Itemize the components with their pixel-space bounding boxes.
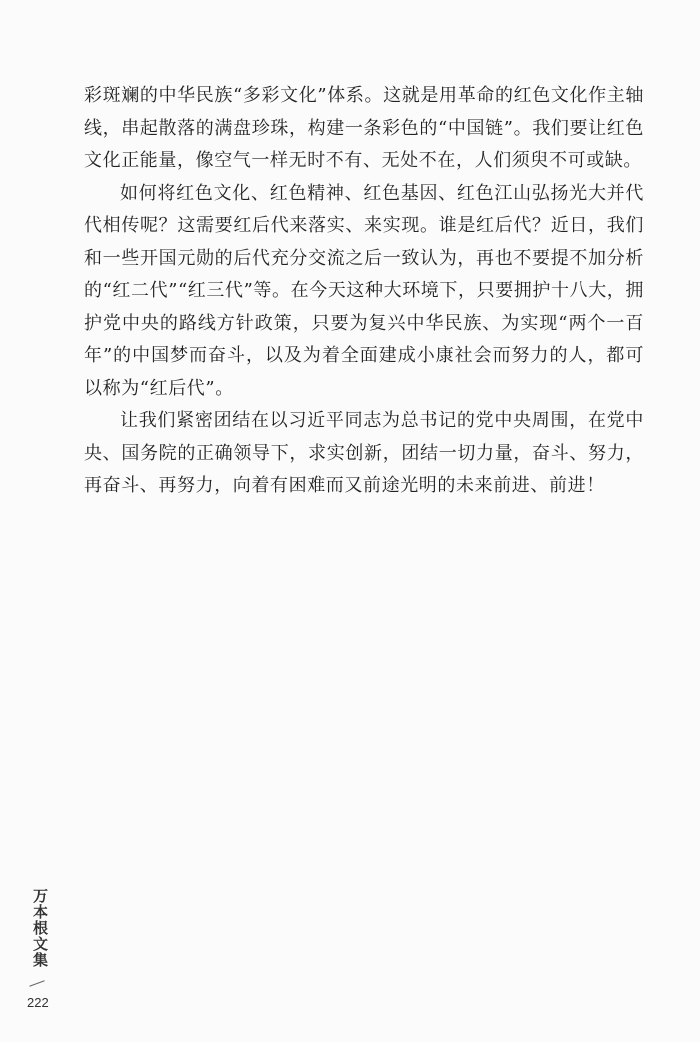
footer-divider bbox=[29, 980, 44, 986]
paragraph-3: 让我们紧密团结在以习近平同志为总书记的党中央周围，在党中央、国务院的正确领导下，求实创新，团结一切力量，奋斗、努力，再奋斗、再努力，向着有困难而又前途光明的未来前进、前进！ bbox=[84, 410, 644, 496]
page-number: 222 bbox=[27, 995, 49, 1010]
book-title: 万本根文集 bbox=[31, 888, 49, 968]
paragraph-1: 彩斑斓的中华民族“多彩文化”体系。这就是用革命的红色文化作主轴线，串起散落的满盘珍珠，构建一条彩色的“中国链”。我们要让红色文化正能量，像空气一样无时不有、无处不在，人们须臾不可或缺。 bbox=[84, 85, 644, 171]
paragraph-2: 如何将红色文化、红色精神、红色基因、红色江山弘扬光大并代代相传呢？这需要红后代来落实、来实现。谁是红后代？近日，我们和一些开国元勋的后代充分交流之后一致认为，再也不要提不加分析的“红二代”“红三代”等。在今天这种大环境下，只要拥护十八大，拥护党中央的路线方针政策，只要为复兴中华民族、为实现“两个一百年”的中国梦而奋斗，以及为着全面建成小康社会而努力的人，都可以称为“红后代”。 bbox=[84, 182, 645, 399]
body-text bbox=[84, 80, 644, 503]
